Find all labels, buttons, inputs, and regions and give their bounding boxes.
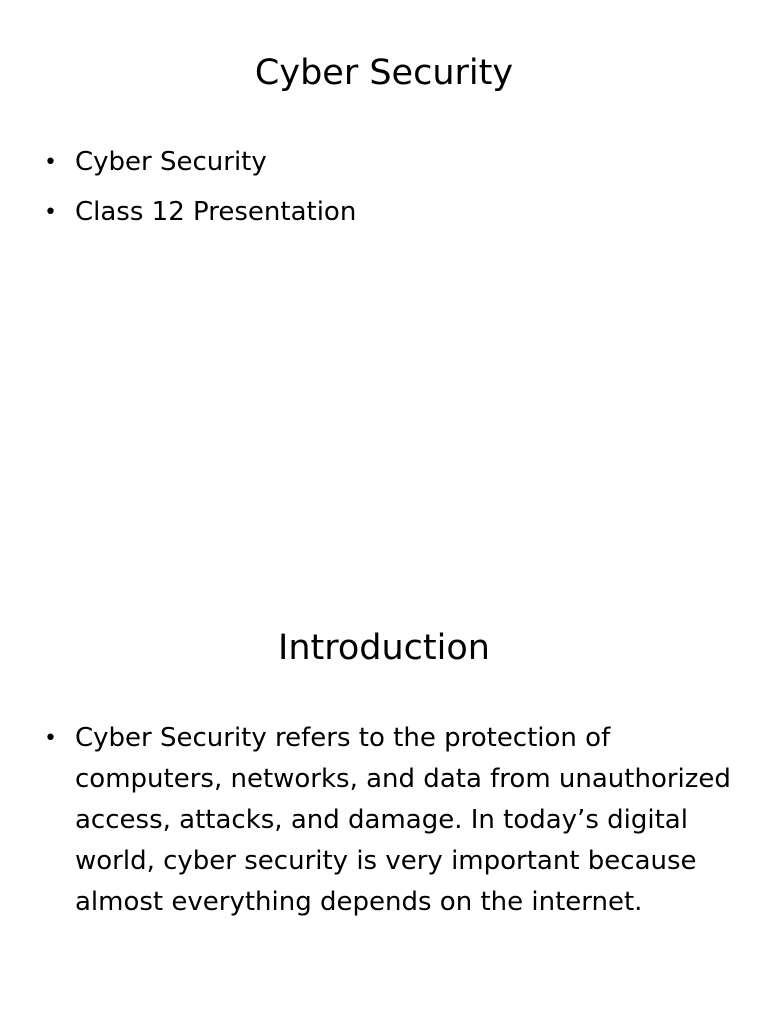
bullet-item [44,142,734,183]
bullet-text: Class 12 Presentation [75,197,357,227]
bullet-text: Cyber Security [75,147,267,177]
bullet-list [44,142,734,242]
bullet-text: Cyber Security refers to the protection of computers, networks, and data from unauthorized access, attacks, and damage. In today’s digital world, cyber security is very important because almost everything depends on the internet. [75,723,731,917]
bullet-list [44,718,734,932]
bullet-dot-icon: • [44,200,57,225]
slide-introduction [0,512,768,1024]
bullet-item [44,192,734,233]
slide-title: Introduction [278,628,490,668]
slide-title: Cyber Security [254,53,514,93]
bullet-dot-icon: • [44,726,57,751]
bullet-dot-icon: • [44,150,57,175]
bullet-item [44,718,734,923]
